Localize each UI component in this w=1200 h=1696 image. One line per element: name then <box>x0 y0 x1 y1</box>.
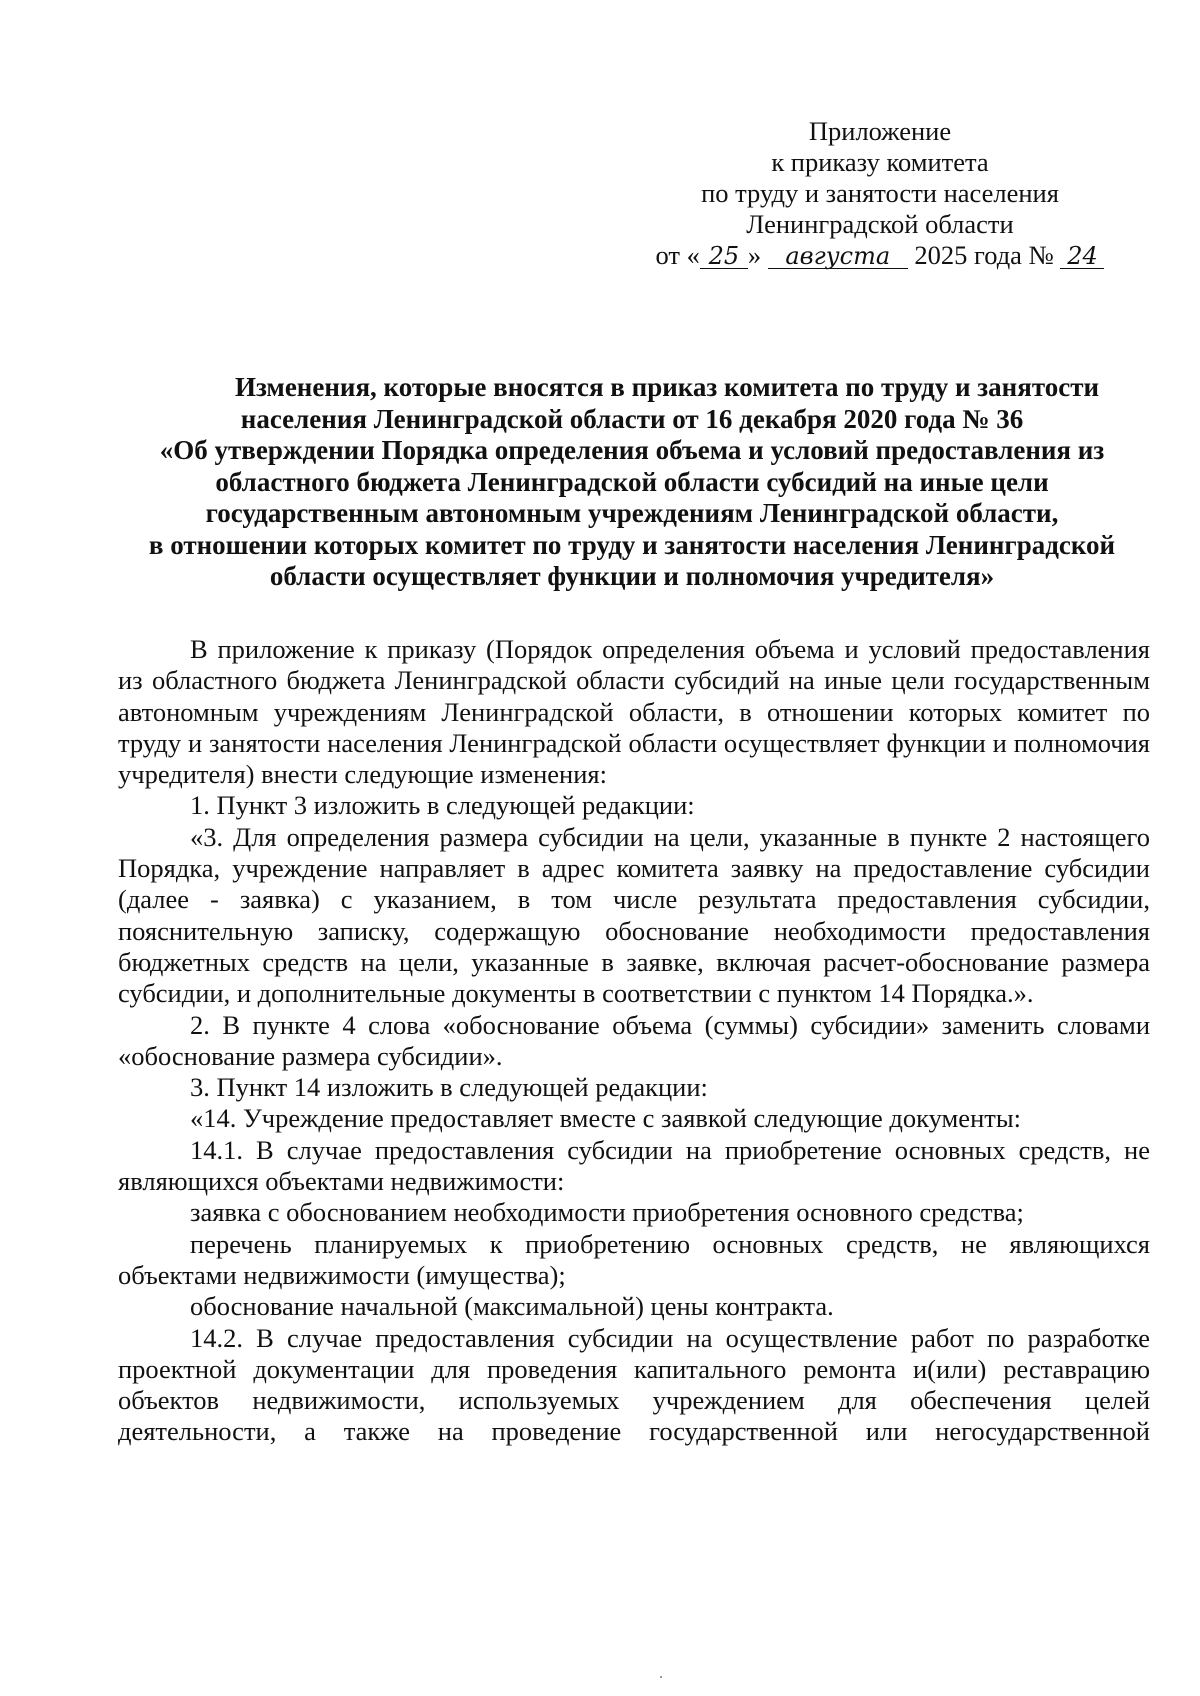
date-quote-close: » <box>747 240 762 270</box>
handwritten-order-number: 24 <box>1060 244 1104 269</box>
handwritten-month: августа <box>768 244 908 269</box>
title-line: населения Ленинградской области от 16 декабря 2020 года № 36 <box>240 403 1024 434</box>
item-1-heading: 1. Пункт 3 изложить в следующей редакции: <box>190 790 695 821</box>
document-title <box>112 372 1152 593</box>
date-prefix: от « <box>655 240 700 270</box>
title-line: «Об утверждении Порядка определения объема и условий предоставления из <box>159 435 1105 465</box>
item-3-text: «14. Учреждение предоставляет вместе с заявкой следующие документы: <box>190 1103 1021 1134</box>
title-line: области осуществляет функции и полномочия учредителя» <box>269 561 995 591</box>
title-line: Изменения, которые вносятся в приказ комитета по труду и занятости <box>234 372 1100 402</box>
title-line: в отношении которых комитет по труду и занятости населения Ленинградской <box>148 529 1116 560</box>
clause-14-1-item-a: заявка с обоснованием необходимости приобретения основного средства; <box>190 1197 1024 1228</box>
clause-14-2: 14.2. В случае предоставления субсидии на осуществление работ по разработке проектной документации для проведения капитального ремонта и(или) реставрацию объектов недвижимости, используемых учреждением для обеспечения целей деятельности, а также на проведение государственной или негосударственной <box>118 1322 1150 1447</box>
date-year: 2025 года № <box>914 240 1054 270</box>
clause-14-1-item-c: обоснование начальной (максимальной) цены контракта. <box>190 1291 834 1322</box>
appendix-label: Приложение <box>808 116 952 146</box>
appendix-order-ref: к приказу комитета <box>771 147 989 177</box>
item-3-heading: 3. Пункт 14 изложить в следующей редакции: <box>190 1072 708 1103</box>
item-2-text: 2. В пункте 4 слова «обоснование объема (суммы) субсидии» заменить словами «обоснование размера субсидии». <box>118 1009 1150 1071</box>
handwritten-day: 25 <box>700 244 748 269</box>
appendix-header <box>650 116 1110 271</box>
item-1-text: «3. Для определения размера субсидии на цели, указанные в пункте 2 настоящего Порядка, учреждение направляет в адрес комитета заявку на предоставление субсидии (далее - заявка) с указанием, в том числе результата предоставления субсидии, пояснительную записку, содержащую обоснование необходимости предоставления бюджетных средств на цели, указанные в заявке, включая расчет-обоснование размера субсидии, и дополнительные документы в соответствии с пунктом 14 Порядка.». <box>118 821 1150 1009</box>
appendix-date-line <box>650 240 1110 271</box>
appendix-region: Ленинградской области <box>746 209 1014 239</box>
scan-speck <box>660 1676 662 1678</box>
appendix-committee: по труду и занятости населения <box>701 178 1059 208</box>
title-line: областного бюджета Ленинградской области субсидий на иные цели <box>215 466 1049 497</box>
document-body <box>118 634 1150 1448</box>
clause-14-1: 14.1. В случае предоставления субсидии на приобретение основных средств, не являющихся объектами недвижимости: <box>118 1134 1150 1197</box>
clause-14-1-item-b: перечень планируемых к приобретению основных средств, не являющихся объектами недвижимости (имущества); <box>118 1228 1150 1290</box>
title-line: государственным автономным учреждениям Ленинградской области, <box>205 498 1059 528</box>
intro-paragraph: В приложение к приказу (Порядок определения объема и условий предоставления из областного бюджета Ленинградской области субсидий на иные цели государственным автономным учреждениям Ленинградской области, в отношении которых комитет по труду и занятости населения Ленинградской области осуществляет функции и полномочия учредителя) внести следующие изменения: <box>118 634 1150 790</box>
